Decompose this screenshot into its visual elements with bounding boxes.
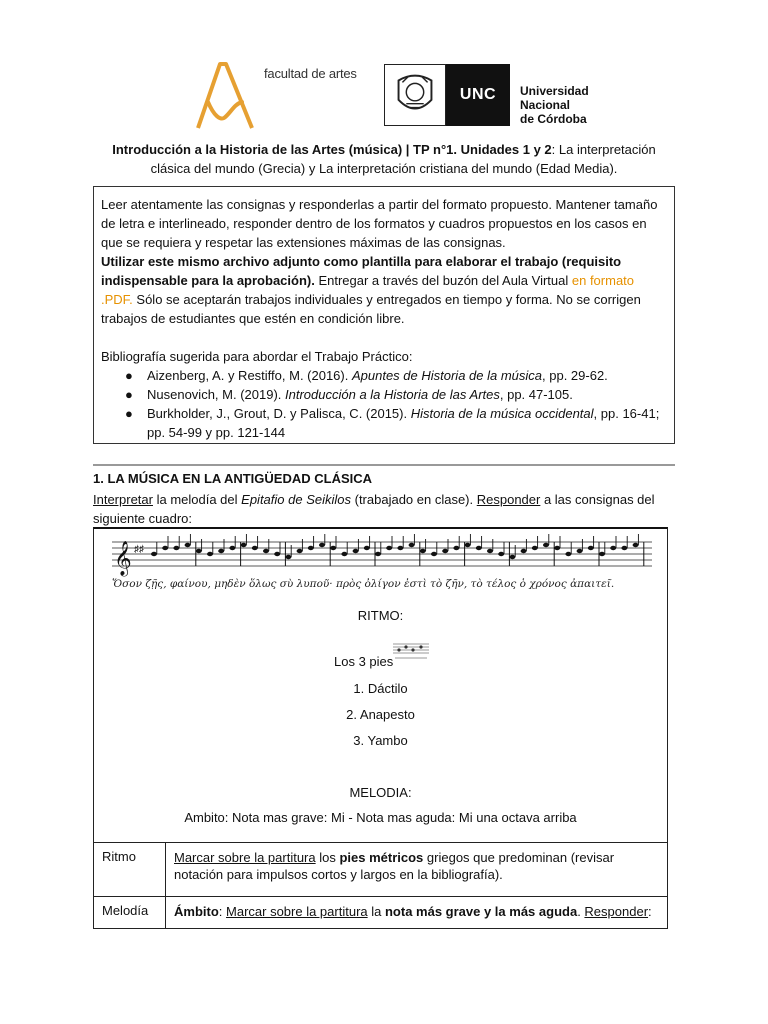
score-note <box>185 543 191 547</box>
score-note <box>442 549 448 553</box>
score-note <box>498 552 504 556</box>
instructions-paragraph-2: Utilizar este mismo archivo adjunto como plantilla para elaborar el trabajo (requisito indispensable para la aprobación). Entregar a través del buzón del Aula Virtual en formato .PDF. Sólo se aceptarán trabajos individuales y entregados en tiempo y forma. No se corrigen trabajos de estudiantes que estén en condición libre. <box>101 254 641 326</box>
unc-seal-logo <box>384 64 446 126</box>
score-note <box>588 546 594 550</box>
score-note <box>543 543 549 547</box>
score-note <box>599 552 605 556</box>
pie-anapesto: 2. Anapesto <box>346 707 415 722</box>
score-note <box>487 549 493 553</box>
score-note <box>577 549 583 553</box>
pie-dactilo: 1. Dáctilo <box>353 681 408 696</box>
section-intro: Interpretar la melodía del Epitafio de Seikilos (trabajado en clase). Responder a las consignas del siguiente cuadro: <box>93 492 655 526</box>
score-note <box>554 546 560 550</box>
score-note <box>420 549 426 553</box>
score-note <box>151 552 157 556</box>
section-divider <box>93 464 675 466</box>
melodia-heading: MELODIA: <box>349 785 412 800</box>
score-note <box>431 552 437 556</box>
score-note <box>196 549 202 553</box>
score-note <box>610 546 616 550</box>
score-note <box>509 555 515 559</box>
score-note <box>409 543 415 547</box>
score-note <box>341 552 347 556</box>
document-title: Introducción a la Historia de las Artes (música) | TP n°1. Unidades 1 y 2: La interpretación clásica del mundo (Grecia) y La interpretación cristiana del mundo (Edad Media). <box>112 142 656 176</box>
row-label-melodia: Melodía <box>94 897 166 928</box>
score-lyrics: Ὅσον ζῇς, φαίνου, μηδὲν ὅλως σὺ λυποῦ· πρὸς ὀλίγον ἐστὶ τὸ ζῆν, τὸ τέλος ὁ χρόνος ἀπαιτεῖ. <box>112 578 615 590</box>
svg-text:𝄞: 𝄞 <box>114 541 132 576</box>
faculty-name: facultad de artes <box>264 66 357 81</box>
score-note <box>319 543 325 547</box>
score-note <box>241 543 247 547</box>
score-note <box>173 546 179 550</box>
university-name: Universidad Nacional de Córdoba <box>520 84 589 126</box>
score-note <box>565 552 571 556</box>
row-label-ritmo: Ritmo <box>94 843 166 896</box>
ritmo-heading: RITMO: <box>357 608 404 623</box>
score-note <box>263 549 269 553</box>
score-note <box>297 549 303 553</box>
pdf-format-highlight: en formato .PDF. <box>101 273 635 307</box>
bullet-icon: ● <box>125 406 133 421</box>
row-content-melodia: Ámbito: Marcar sobre la partitura la nota más grave y la más aguda. Responder: <box>174 904 652 919</box>
score-note <box>229 546 235 550</box>
score-note <box>633 543 639 547</box>
table-row <box>93 897 668 929</box>
instructions-box <box>93 186 675 444</box>
score-note <box>476 546 482 550</box>
score-note <box>207 552 213 556</box>
score-note <box>364 546 370 550</box>
score-note <box>274 552 280 556</box>
svg-text:♯♯: ♯♯ <box>134 544 144 555</box>
bibliography-list <box>101 366 667 442</box>
unc-logo-block: UNC <box>446 64 510 126</box>
table-row <box>93 843 668 897</box>
score-note <box>453 546 459 550</box>
score-note <box>375 552 381 556</box>
score-note <box>532 546 538 550</box>
score-note <box>252 546 258 550</box>
score-note <box>285 555 291 559</box>
section-title: 1. LA MÚSICA EN LA ANTIGÜEDAD CLÁSICA <box>93 471 373 486</box>
bullet-icon: ● <box>125 368 133 383</box>
score-note <box>218 549 224 553</box>
list-item: ● Aizenberg, A. y Restiffo, M. (2016). Apuntes de Historia de la música, pp. 29-62. <box>125 368 608 383</box>
instructions-paragraph-1: Leer atentamente las consignas y responderlas a partir del formato propuesto. Mantener tamaño de letra e interlineado, responder dentro de los formatos y cuadros propuestos en los casos en que se requiera y respetar las extensiones máximas de las consignas. <box>101 197 658 250</box>
facultad-de-artes-logo <box>190 58 260 130</box>
list-item: ● Nusenovich, M. (2019). Introducción a la Historia de las Artes, pp. 47-105. <box>125 387 573 402</box>
score-note <box>621 546 627 550</box>
metric-feet-image <box>393 636 429 662</box>
row-content-ritmo: Marcar sobre la partitura los pies métricos griegos que predominan (revisar notación para impulsos cortos y largos en la bibliografía). <box>174 850 615 882</box>
score-note <box>308 546 314 550</box>
pie-yambo: 3. Yambo <box>353 733 408 748</box>
score-note <box>353 549 359 553</box>
ambito-answer: Ambito: Nota mas grave: Mi - Nota mas aguda: Mi una octava arriba <box>184 810 577 825</box>
score-note <box>330 546 336 550</box>
bibliography-heading: Bibliografía sugerida para abordar el Trabajo Práctico: <box>101 349 413 364</box>
bullet-icon: ● <box>125 387 133 402</box>
score-note <box>386 546 392 550</box>
list-item: ● Burkholder, J., Grout, D. y Palisca, C. (2015). Historia de la música occidental, pp. 16-41; pp. 54-99 y pp. 121-144 <box>125 406 660 440</box>
score-note <box>521 549 527 553</box>
score-note <box>397 546 403 550</box>
score-note <box>465 543 471 547</box>
score-note <box>162 546 168 550</box>
pies-label: Los 3 pies <box>334 654 394 669</box>
